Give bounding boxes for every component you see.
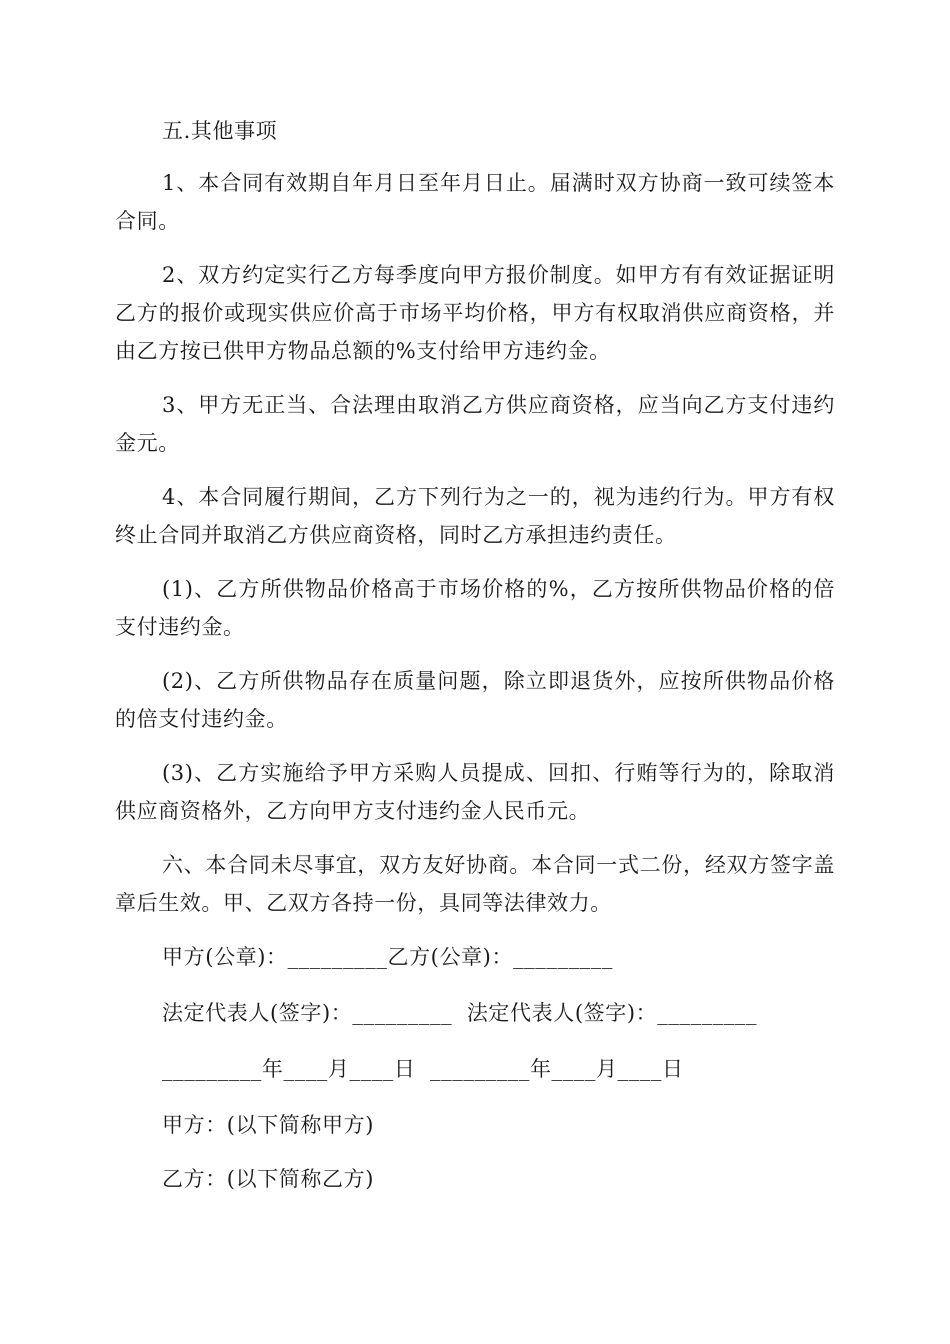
breach-item-2: (2)、乙方所供物品存在质量问题，除立即退货外，应按所供物品价格的倍支付违约金。 [115, 669, 835, 731]
clause-breach: 4、本合同履行期间，乙方下列行为之一的，视为违约行为。甲方有权终止合同并取消乙方供应商资格，同时乙方承担违约责任。 [115, 485, 835, 547]
date-line: _________年____月____日 _________年____月____日 [162, 1057, 684, 1081]
seal-line: 甲方(公章)：_________乙方(公章)：_________ [162, 945, 613, 969]
clause-cancellation: 3、甲方无正当、合法理由取消乙方供应商资格，应当向乙方支付违约金元。 [115, 393, 835, 455]
party-b-line: 乙方：(以下简称乙方) [162, 1167, 374, 1191]
clause-quotation: 2、双方约定实行乙方每季度向甲方报价制度。如甲方有有效证据证明乙方的报价或现实供应价高于市场平均价格，甲方有权取消供应商资格，并由乙方按已供甲方物品总额的%支付给甲方违约金。 [115, 263, 835, 363]
clause-validity: 1、本合同有效期自年月日至年月日止。届满时双方协商一致可续签本合同。 [115, 171, 835, 233]
breach-item-3: (3)、乙方实施给予甲方采购人员提成、回扣、行贿等行为的，除取消供应商资格外，乙方向甲方支付违约金人民币元。 [115, 761, 835, 823]
section-six: 六、本合同未尽事宜，双方友好协商。本合同一式二份，经双方签字盖章后生效。甲、乙双方各持一份，具同等法律效力。 [115, 853, 835, 915]
party-a-line: 甲方：(以下简称甲方) [162, 1113, 374, 1137]
representative-line: 法定代表人(签字)：_________ 法定代表人(签字)：_________ [162, 1001, 758, 1025]
breach-item-1: (1)、乙方所供物品价格高于市场价格的%，乙方按所供物品价格的倍支付违约金。 [115, 577, 835, 639]
section-heading: 五.其他事项 [162, 119, 278, 143]
contract-body [115, 112, 835, 1214]
